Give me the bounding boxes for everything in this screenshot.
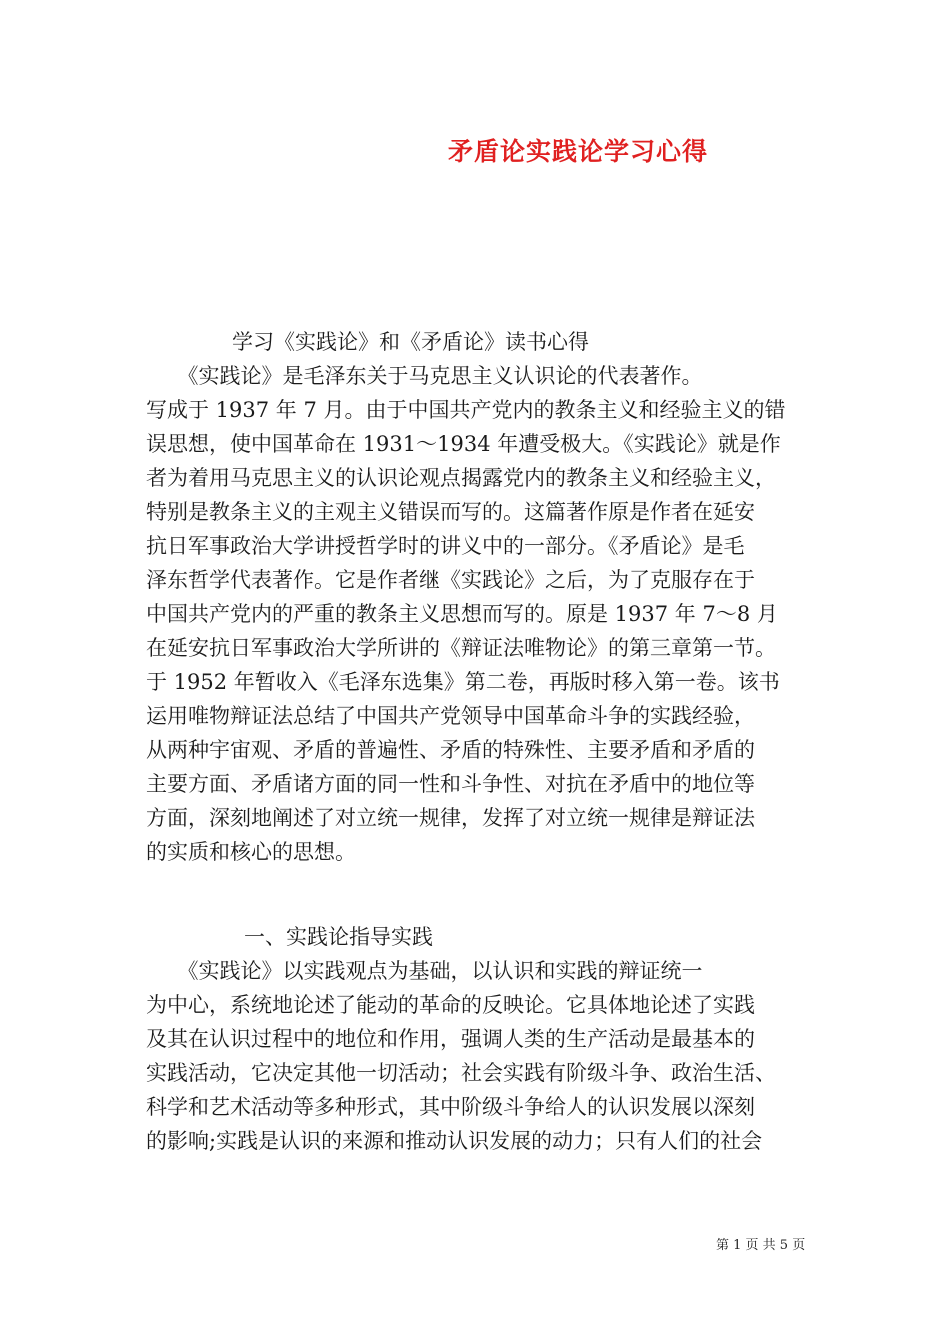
paragraph-line: 的实质和核心的思想。 xyxy=(146,840,356,864)
paragraph-line: 及其在认识过程中的地位和作用，强调人类的生产活动是最基本的 xyxy=(146,1027,755,1051)
page-number-footer: 第 1 页 共 5 页 xyxy=(716,1238,806,1253)
paragraph-line: 特别是教条主义的主观主义错误而写的。这篇著作原是作者在延安 xyxy=(146,500,755,524)
document-subtitle: 学习《实践论》和《矛盾论》读书心得 xyxy=(232,330,589,354)
paragraph-line: 泽东哲学代表著作。它是作者继《实践论》之后，为了克服存在于 xyxy=(146,568,755,592)
paragraph-line: 在延安抗日军事政治大学所讲的《辩证法唯物论》的第三章第一节。 xyxy=(146,636,776,660)
paragraph-line: 主要方面、矛盾诸方面的同一性和斗争性、对抗在矛盾中的地位等 xyxy=(146,772,755,796)
paragraph-line: 中国共产党内的严重的教条主义思想而写的。原是 1937 年 7～8 月 xyxy=(146,602,778,626)
paragraph-line: 方面，深刻地阐述了对立统一规律，发挥了对立统一规律是辩证法 xyxy=(146,806,755,830)
paragraph-line: 于 1952 年暂收入《毛泽东选集》第二卷，再版时移入第一卷。该书 xyxy=(146,670,780,694)
paragraph-line: 的影响;实践是认识的来源和推动认识发展的动力；只有人们的社会 xyxy=(146,1129,763,1153)
document-title: 矛盾论实践论学习心得 xyxy=(448,137,709,166)
paragraph-line: 科学和艺术活动等多种形式，其中阶级斗争给人的认识发展以深刻 xyxy=(146,1095,755,1119)
paragraph-line: 《实践论》是毛泽东关于马克思主义认识论的代表著作。 xyxy=(146,364,703,388)
paragraph-line: 实践活动，它决定其他一切活动；社会实践有阶级斗争、政治生活、 xyxy=(146,1061,776,1085)
paragraph-line: 《实践论》以实践观点为基础，以认识和实践的辩证统一 xyxy=(146,959,703,983)
paragraph-line: 为中心，系统地论述了能动的革命的反映论。它具体地论述了实践 xyxy=(146,993,755,1017)
paragraph-line: 者为着用马克思主义的认识论观点揭露党内的教条主义和经验主义， xyxy=(146,466,776,490)
paragraph-1 xyxy=(146,359,816,869)
section-heading-1: 一、实践论指导实践 xyxy=(244,925,433,949)
paragraph-line: 写成于 1937 年 7 月。由于中国共产党内的教条主义和经验主义的错 xyxy=(146,398,786,422)
paragraph-line: 运用唯物辩证法总结了中国共产党领导中国革命斗争的实践经验， xyxy=(146,704,755,728)
paragraph-line: 误思想，使中国革命在 1931～1934 年遭受极大。《实践论》就是作 xyxy=(146,432,781,456)
paragraph-line: 从两种宇宙观、矛盾的普遍性、矛盾的特殊性、主要矛盾和矛盾的 xyxy=(146,738,755,762)
paragraph-2 xyxy=(146,954,816,1158)
paragraph-line: 抗日军事政治大学讲授哲学时的讲义中的一部分。《矛盾论》是毛 xyxy=(146,534,745,558)
